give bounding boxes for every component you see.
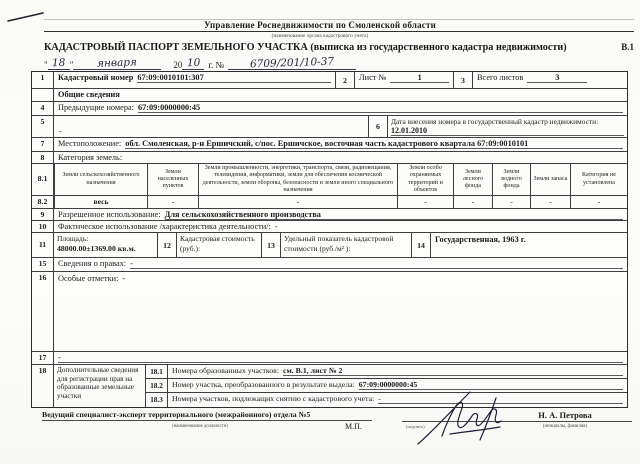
row7-index: 7 (32, 138, 54, 151)
row-17 (32, 352, 627, 365)
special-notes-label: Особые отметки: (58, 274, 119, 283)
year-prefix: 20 (173, 60, 183, 70)
sheet-cell (355, 72, 453, 88)
close-quote: " (69, 60, 74, 70)
row-previous-numbers (32, 102, 627, 116)
header-rule (44, 31, 634, 32)
category-col-agricultural: Земли сельскохозяйственного назначения (54, 164, 147, 195)
day-field (48, 57, 70, 70)
cadastral-number-value: 67:09:0010101:307 (137, 73, 204, 82)
date-entry-value: 12.01.2010 (391, 126, 427, 135)
row17-value: - (58, 353, 61, 362)
row5-value: - (59, 127, 62, 136)
row17-index: 17 (32, 352, 54, 364)
cadastral-cost-label: Кадастровая стоимость (180, 234, 255, 243)
category-value-forest: - (453, 196, 492, 208)
row5-cell (54, 116, 368, 137)
signature-caption: (подпись) (406, 424, 425, 429)
cadastral-cost-cell (177, 233, 261, 257)
form-code: В.1 (621, 42, 634, 52)
row-permitted-use (32, 209, 627, 221)
year-handwritten: 10 (186, 56, 201, 70)
unit-cost-cell (281, 233, 411, 257)
row6-index: 6 (368, 116, 388, 137)
category-value-not-set: - (570, 196, 627, 208)
category-col-water: Земли водного фонда (492, 164, 530, 195)
transformed-parcel-value: 67:09:0000000:45 (358, 380, 418, 389)
category-col-protected: Земли особо охраняемых территорий и объектов (397, 164, 453, 195)
formed-parcels-value: см. В.1, лист № 2 (283, 366, 343, 375)
row2-index: 2 (335, 72, 355, 88)
doc-number-handwritten: 6709/201/10-37 (249, 55, 335, 71)
special-notes-value: - (122, 274, 126, 283)
row-category-values (32, 196, 627, 209)
row16-index: 16 (32, 272, 54, 351)
row8-index: 8 (32, 152, 54, 163)
subrow-18-3 (146, 393, 627, 407)
open-quote: " (44, 60, 48, 70)
row5-index: 5 (32, 116, 54, 137)
row18-3-index: 18.3 (146, 393, 168, 407)
actual-use-label: Фактическое использование /характеристика деятельности/: (58, 222, 271, 231)
month-field (73, 57, 161, 70)
row8-2-index: 8.2 (32, 196, 54, 208)
total-sheets-cell (473, 72, 627, 88)
signature-ink (412, 390, 522, 448)
subrow-18-2 (146, 379, 627, 393)
doc-number-field (228, 57, 356, 70)
document-title: КАДАСТРОВЫЙ ПАСПОРТ ЗЕМЕЛЬНОГО УЧАСТКА (выписка из государственного кадастра недвижимости) (44, 42, 567, 53)
total-sheets-value: 3 (555, 73, 560, 82)
row10-index: 10 (32, 221, 54, 232)
year-field (182, 57, 204, 70)
category-col-not-set: Категория не установлена (570, 164, 627, 195)
category-value-agricultural: весь (54, 196, 147, 208)
category-value-reserve: - (530, 196, 570, 208)
additional-info-label: Дополнительные сведения для регистрации прав на образованные земельные участки (54, 365, 146, 407)
category-value-settlements: - (147, 196, 198, 208)
category-col-forest: Земли лесного фонда (453, 164, 492, 195)
row9-index: 9 (32, 209, 54, 220)
stamp-place: М.П. (345, 422, 362, 431)
month-handwritten: января (97, 56, 138, 70)
sheet-value: 1 (417, 73, 422, 82)
previous-numbers-value: 67:09:0000000:45 (137, 103, 201, 112)
area-value: 48000.00±1369.00 кв.м. (57, 243, 136, 253)
category-value-protected: - (397, 196, 453, 208)
position-caption: (наименование должности) (172, 424, 228, 429)
rights-value: - (130, 259, 133, 268)
coordinate-system-value: Государственная, 1963 г. (435, 235, 526, 244)
general-section-title: Общие сведения (58, 90, 120, 99)
rights-label: Сведения о правах: (58, 259, 127, 268)
subrow-18-1 (146, 365, 627, 379)
day-handwritten: 18 (51, 56, 66, 70)
transformed-parcel-label: Номер участка, преобразованного в результате выдела: (172, 380, 355, 389)
unit-cost-value: стоимости (руб./м² ): (284, 243, 351, 253)
authority-caption: (наименование органа кадастрового учета) (271, 33, 369, 39)
formed-parcels-label: Номера образованных участков: (172, 366, 279, 375)
category-col-settlements: Земли населенных пунктов (147, 164, 198, 195)
row-land-category (32, 152, 627, 164)
row1-index: 1 (32, 72, 54, 88)
removed-parcels-value: - (378, 394, 381, 403)
row-general-section (32, 89, 627, 102)
land-category-label: Категория земель: (58, 153, 123, 162)
row-special-notes (32, 272, 627, 352)
number-label: г. № (208, 60, 225, 70)
official-name: Н. А. Петрова (538, 410, 592, 420)
category-col-industry: Земли промышленности, энергетики, транспорта, связи, радиовещания, телевидения, информатики, земли для обеспечения космической деятельности, земли обороны, безопасности и земли иного специального назначения (198, 164, 397, 195)
location-value: обл. Смоленская, р-н Ершичский, с/пос. Ершичское, восточная часть кадастрового квартала 67:09:0010101 (125, 139, 529, 148)
date-line (44, 55, 356, 70)
cadastral-cost-value: (руб.): (180, 243, 201, 253)
category-value-water: - (492, 196, 530, 208)
row-cadastral-number (32, 72, 627, 89)
official-position: Ведущий специалист-эксперт территориального (межрайонного) отдела №5 (42, 410, 372, 421)
area-cell (54, 233, 157, 257)
row-category-header (32, 164, 627, 196)
permitted-use-value: Для сельскохозяйственного производства (164, 210, 321, 219)
actual-use-value: - (274, 222, 278, 231)
cadastral-number-cell (54, 72, 335, 88)
row4-index: 4 (32, 102, 54, 115)
row12-index: 12 (157, 233, 177, 257)
row14-index: 14 (411, 233, 431, 257)
row-additional-info (32, 365, 627, 407)
removed-parcels-label: Номера участков, подлежащих снятию с кадастрового учета: (172, 394, 375, 403)
row6-cell (388, 116, 627, 137)
name-caption: (инициалы, фамилия) (542, 424, 588, 429)
area-label: Площадь: (57, 234, 89, 243)
row-location (32, 138, 627, 152)
authority-name: Управление Роснедвижимости по Смоленской области (203, 20, 437, 30)
row3-index: 3 (453, 72, 473, 88)
row18-index: 18 (32, 365, 54, 407)
permitted-use-label: Разрешенное использование: (58, 210, 161, 219)
row13-index: 13 (261, 233, 281, 257)
row-5-6 (32, 116, 627, 138)
unit-cost-label: Удельный показатель кадастровой (284, 234, 394, 243)
cadastral-number-label: Кадастровый номер (58, 73, 134, 82)
passport-table (31, 71, 628, 408)
row-actual-use (32, 221, 627, 233)
row18-2-index: 18.2 (146, 379, 168, 392)
row15-index: 15 (32, 258, 54, 271)
general-index (32, 89, 54, 101)
row-rights (32, 258, 627, 272)
date-entry-label: Дата внесения номера в государственный кадастр недвижимости: (391, 117, 599, 126)
location-label: Местоположение: (58, 139, 122, 148)
previous-numbers-label: Предыдущие номера: (58, 103, 134, 112)
additional-info-subrows (146, 365, 627, 407)
title-row (44, 42, 634, 53)
row-area-cost (32, 233, 627, 258)
row18-1-index: 18.1 (146, 365, 168, 378)
row11-index: 11 (32, 233, 54, 257)
sheet-label: Лист № (359, 73, 387, 82)
category-col-reserve: Земли запаса (530, 164, 570, 195)
row8-1-index: 8.1 (32, 164, 54, 195)
category-value-industry: - (198, 196, 397, 208)
total-sheets-label: Всего листов (477, 73, 524, 82)
